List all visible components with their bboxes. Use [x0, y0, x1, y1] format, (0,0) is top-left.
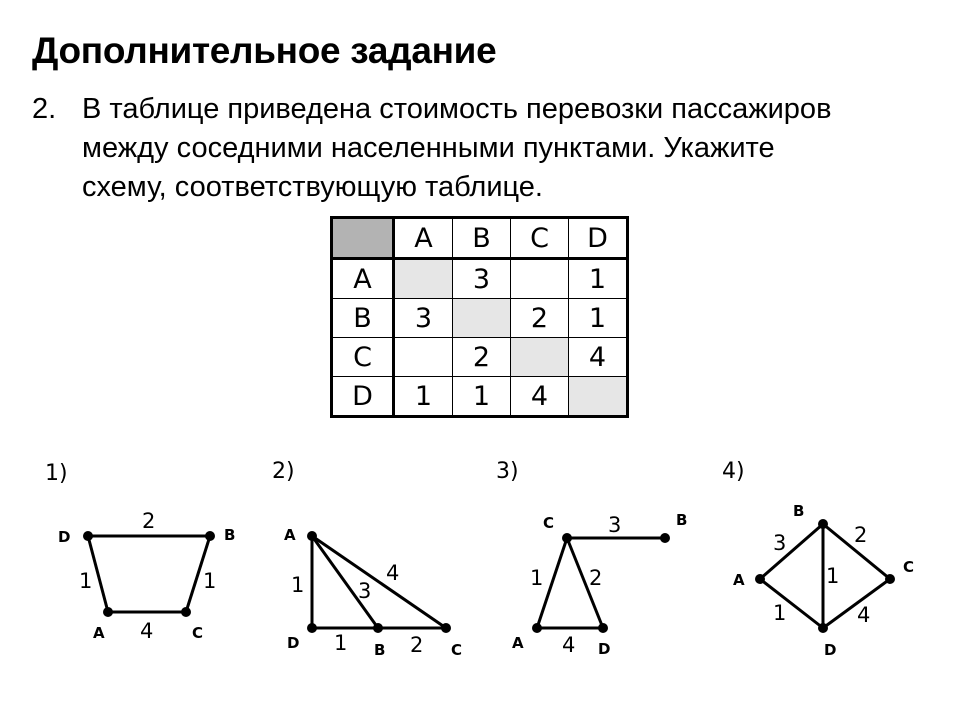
table-cell: 2	[453, 338, 511, 377]
edge-weight: 4	[386, 561, 400, 585]
option-label: 2)	[272, 459, 295, 484]
graph-node	[103, 607, 113, 617]
node-label: A	[733, 571, 745, 589]
graph-edge	[760, 579, 823, 628]
edge-weight: 2	[854, 523, 868, 547]
edge-weight: 1	[79, 569, 93, 593]
edge-weight: 1	[334, 631, 348, 655]
graph-node	[307, 531, 317, 541]
task-line: схему, соответствующую таблице.	[82, 171, 543, 203]
table-row	[332, 377, 628, 417]
option-label: 4)	[722, 459, 745, 484]
table-cell	[511, 338, 569, 377]
node-label: B	[224, 526, 236, 544]
table-corner-cell	[332, 218, 394, 259]
edge-weight: 1	[530, 566, 544, 590]
option-label: 3)	[496, 459, 519, 484]
page-title: Дополнительное задание	[32, 30, 497, 71]
graph-option-2	[272, 459, 462, 659]
node-label: D	[58, 528, 71, 546]
node-label: C	[543, 514, 555, 532]
node-label: C	[192, 624, 204, 642]
task-line: В таблице приведена стоимость перевозки пассажиров	[82, 93, 832, 125]
graph-node	[885, 574, 895, 584]
task-number: 2.	[32, 93, 57, 125]
row-header: A	[332, 259, 394, 299]
table-cell: 1	[569, 299, 628, 338]
node-label: D	[598, 640, 611, 658]
edge-weight: 2	[589, 566, 603, 590]
edge-weight: 2	[410, 633, 424, 657]
graph-node	[373, 623, 383, 633]
node-label: A	[512, 634, 524, 652]
table-cell: 1	[394, 377, 453, 417]
option-label: 1)	[45, 461, 68, 486]
table-cell: 1	[569, 259, 628, 299]
graph-node	[205, 531, 215, 541]
node-label: D	[824, 641, 837, 659]
graph-edge	[760, 524, 823, 579]
edge-weight: 3	[358, 579, 372, 603]
edge-weight: 3	[773, 531, 787, 555]
table-row	[332, 299, 628, 338]
table-row	[332, 259, 628, 299]
table-cell	[394, 259, 453, 299]
graph-node	[818, 623, 828, 633]
node-label: B	[676, 511, 688, 529]
table-cell: 4	[511, 377, 569, 417]
graph-node	[181, 607, 191, 617]
node-label: A	[284, 526, 296, 544]
graph-node	[532, 623, 542, 633]
row-header: B	[332, 299, 394, 338]
table-header-row	[332, 218, 628, 259]
row-header: C	[332, 338, 394, 377]
node-label: D	[287, 634, 300, 652]
node-label: A	[93, 624, 105, 642]
table-cell: 1	[453, 377, 511, 417]
graph-node	[83, 531, 93, 541]
node-label: B	[793, 502, 805, 520]
graph-node	[562, 533, 572, 543]
edge-weight: 3	[608, 513, 622, 537]
graph-options	[0, 440, 960, 720]
edge-weight: 1	[826, 564, 840, 588]
node-label: C	[451, 641, 463, 659]
graph-edge	[312, 536, 446, 628]
table-cell: 2	[511, 299, 569, 338]
graph-option-4	[722, 459, 914, 659]
table-cell	[394, 338, 453, 377]
graph-node	[441, 623, 451, 633]
table-cell: 3	[453, 259, 511, 299]
column-header: B	[453, 218, 511, 259]
table-cell: 3	[394, 299, 453, 338]
table-cell: 4	[569, 338, 628, 377]
table-cell	[453, 299, 511, 338]
graph-option-3	[496, 459, 687, 658]
graph-node	[755, 574, 765, 584]
column-header: A	[394, 218, 453, 259]
edge-weight: 1	[291, 573, 305, 597]
table-cell	[511, 259, 569, 299]
column-header: D	[569, 218, 628, 259]
table-row	[332, 338, 628, 377]
node-label: C	[903, 558, 915, 576]
edge-weight: 4	[140, 619, 154, 643]
graph-node	[307, 623, 317, 633]
edge-weight: 4	[857, 603, 871, 627]
column-header: C	[511, 218, 569, 259]
task-body	[82, 90, 932, 207]
table-cell	[569, 377, 628, 417]
cost-table	[330, 216, 629, 418]
task-line: между соседними населенными пунктами. Укажите	[82, 132, 775, 164]
edge-weight: 1	[203, 569, 217, 593]
row-header: D	[332, 377, 394, 417]
node-label: B	[374, 641, 386, 659]
graph-option-1	[45, 461, 235, 643]
edge-weight: 4	[562, 633, 576, 657]
edge-weight: 2	[142, 509, 156, 533]
graph-node	[818, 519, 828, 529]
graph-node	[598, 623, 608, 633]
edge-weight: 1	[773, 601, 787, 625]
graph-node	[660, 533, 670, 543]
